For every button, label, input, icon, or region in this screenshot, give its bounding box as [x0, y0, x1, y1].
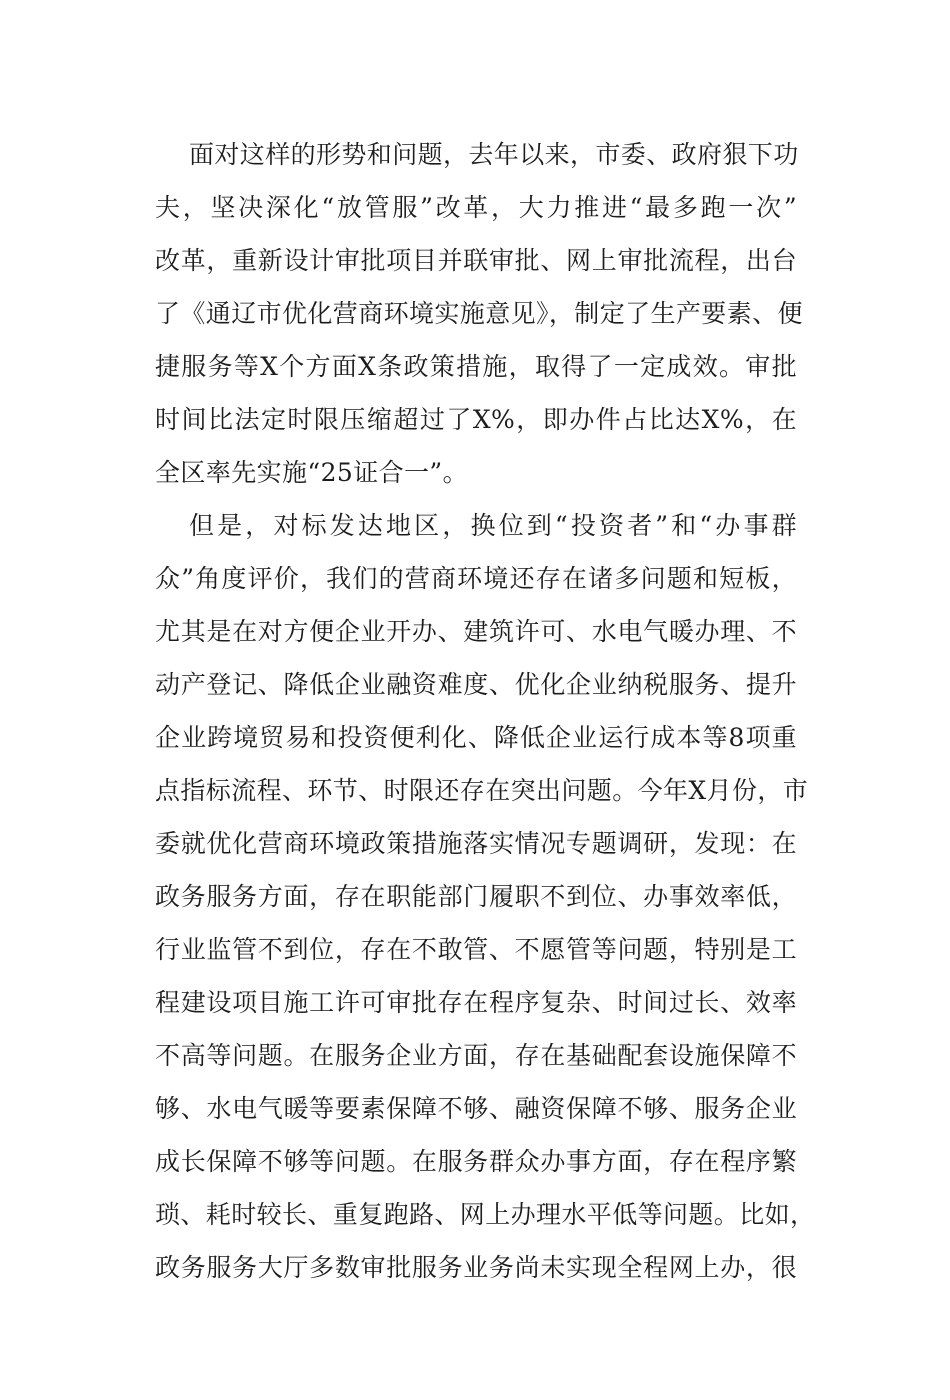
paragraph-2-line: 众”角度评价，我们的营商环境还存在诸多问题和短板， — [155, 564, 797, 593]
body-text — [155, 128, 816, 1400]
paragraph-2-line: 点指标流程、环节、时限还存在突出问题。今年X月份，市 — [155, 776, 809, 805]
paragraph-1-line: 时间比法定时限压缩超过了X%，即办件占比达X%，在 — [155, 405, 797, 434]
paragraph-2-line — [155, 1294, 797, 1347]
paragraph-2-line: 动产登记、降低企业融资难度、优化企业纳税服务、提升 — [155, 670, 797, 699]
paragraph-2-line: 行业监管不到位，存在不敢管、不愿管等问题，特别是工 — [155, 935, 797, 964]
paragraph-2-line: 但是，对标发达地区，换位到“投资者”和“办事群 — [189, 511, 797, 540]
paragraph-1 — [155, 128, 803, 499]
paragraph-2-line: 不高等问题。在服务企业方面，存在基础配套设施保障不 — [155, 1041, 797, 1070]
paragraph-2-line: 成长保障不够等问题。在服务群众办事方面，存在程序繁 — [155, 1147, 797, 1176]
paragraph-2-line: 琐、耗时较长、重复跑路、网上办理水平低等问题。比如， — [155, 1200, 816, 1229]
paragraph-1-line: 夫，坚决深化“放管服”改革，大力推进“最多跑一次” — [155, 193, 797, 222]
paragraph-1-line: 面对这样的形势和问题，去年以来，市委、政府狠下功 — [189, 140, 799, 169]
paragraph-2-line: 政务服务大厅多数审批服务业务尚未实现全程网上办，很 — [155, 1253, 797, 1282]
paragraph-2-line: 尤其是在对方便企业开办、建筑许可、水电气暖办理、不 — [155, 617, 797, 646]
paragraph-2-line: 委就优化营商环境政策措施落实情况专题调研，发现：在 — [155, 829, 797, 858]
paragraph-1-line: 了《通辽市优化营商环境实施意见》，制定了生产要素、便 — [155, 299, 803, 328]
paragraph-1-line: 全区率先实施“25证合一”。 — [155, 458, 468, 487]
paragraph-2-line: 够、水电气暖等要素保障不够、融资保障不够、服务企业 — [155, 1094, 797, 1123]
paragraph-1-line: 改革，重新设计审批项目并联审批、网上审批流程，出台 — [155, 246, 797, 275]
paragraph-2-line: 政务服务方面，存在职能部门履职不到位、办事效率低， — [155, 882, 797, 911]
paragraph-2-line: 程建设项目施工许可审批存在程序复杂、时间过长、效率 — [155, 988, 797, 1017]
paragraph-2-line: 企业跨境贸易和投资便利化、降低企业运行成本等8项重 — [155, 723, 797, 752]
paragraph-2 — [155, 499, 816, 1400]
paragraph-2-line — [155, 1347, 797, 1400]
paragraph-1-line: 捷服务等X个方面X条政策措施，取得了一定成效。审批 — [155, 352, 797, 381]
